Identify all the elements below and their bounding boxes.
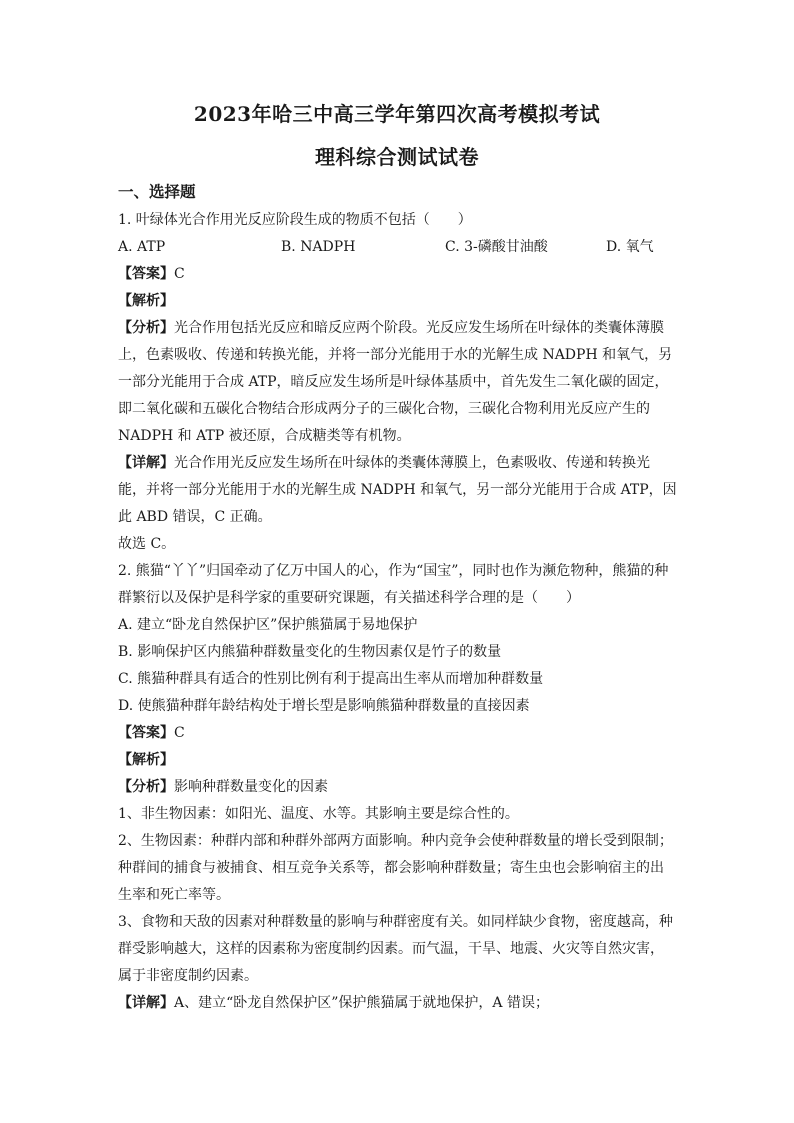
q2-answer-tag: 【答案】 — [118, 725, 174, 741]
q2-xiangjie-line-1 — [118, 990, 678, 1017]
q1-answer-value: C — [174, 266, 185, 282]
q1-xiangjie-tag: 【详解】 — [118, 455, 174, 471]
q2-fenxi-line-4: 生率和死亡率等。 — [118, 887, 230, 903]
q2-stem-line-1: 2. 熊猫“丫丫”归国牵动了亿万中国人的心，作为“国宝”，同时也作为濒危物种，熊猫的种 — [118, 563, 669, 579]
q2-stem-line-2: 群繁衍以及保护是科学家的重要研究课题，有关描述科学合理的是（ ） — [118, 590, 580, 606]
q2-analysis-tag: 【解析】 — [118, 752, 174, 768]
q2-fenxi-line-3: 种群间的捕食与被捕食、相互竞争关系等，都会影响种群数量；寄生虫也会影响宿主的出 — [118, 860, 664, 876]
q1-xiangjie-text-1: 光合作用光反应发生场所在叶绿体的类囊体薄膜上，色素吸收、传递和转换光 — [174, 455, 650, 471]
q1-fenxi-line-2: 上，色素吸收、传递和转换光能，并将一部分光能用于水的光解生成 NADPH 和氧气，另 — [118, 347, 673, 363]
q2-fenxi-line-5: 3、食物和天敌的因素对种群数量的影响与种群密度有关。如同样缺少食物，密度越高，种 — [118, 914, 673, 930]
q1-fenxi-line-1 — [118, 315, 678, 342]
q1-answer-tag: 【答案】 — [118, 266, 174, 282]
q2-option-d: D. 使熊猫种群年龄结构处于增长型是影响熊猫种群数量的直接因素 — [118, 698, 530, 714]
q2-fenxi-line-2: 2、生物因素：种群内部和种群外部两方面影响。种内竞争会使种群数量的增长受到限制； — [118, 833, 673, 849]
q1-xiangjie-line-3: 此 ABD 错误，C 正确。 — [118, 509, 272, 525]
q1-option-b: B. NADPH — [281, 239, 356, 255]
q1-fenxi-tag: 【分析】 — [118, 320, 174, 336]
q1-answer — [118, 261, 678, 288]
q2-fenxi-line-7: 属于非密度制约因素。 — [118, 968, 258, 984]
q1-conclusion: 故选 C。 — [118, 536, 176, 552]
q2-xiangjie-text-1: A、建立“卧龙自然保护区”保护熊猫属于就地保护，A 错误； — [174, 995, 549, 1011]
q1-fenxi-line-3: 一部分光能用于合成 ATP，暗反应发生场所是叶绿体基质中，首先发生二氧化碳的固定， — [118, 374, 669, 390]
q1-option-a: A. ATP — [118, 239, 166, 255]
exam-title: 2023年哈三中高三学年第四次高考模拟考试 — [193, 102, 601, 126]
q1-xiangjie-line-2: 能，并将一部分光能用于水的光解生成 NADPH 和氧气，另一部分光能用于合成 ATP，因 — [118, 482, 677, 498]
q2-fenxi-line-6: 群受影响越大，这样的因素称为密度制约因素。而气温，干旱、地震、火灾等自然灾害， — [118, 941, 664, 957]
q2-fenxi-line-1: 1、非生物因素：如阳光、温度、水等。其影响主要是综合性的。 — [118, 806, 519, 822]
q1-options — [118, 234, 678, 261]
q1-option-c: C. 3-磷酸甘油酸 — [445, 239, 548, 255]
exam-subtitle: 理科综合测试试卷 — [315, 145, 479, 169]
q2-xiangjie-tag: 【详解】 — [118, 995, 174, 1011]
section-heading: 一、选择题 — [118, 182, 196, 201]
q1-fenxi-line-5: NADPH 和 ATP 被还原，合成糖类等有机物。 — [118, 428, 411, 444]
q1-fenxi-text-1: 光合作用包括光反应和暗反应两个阶段。光反应发生场所在叶绿体的类囊体薄膜 — [174, 320, 664, 336]
q2-fenxi-tag: 【分析】 — [118, 779, 174, 795]
q2-option-a: A. 建立“卧龙自然保护区”保护熊猫属于易地保护 — [118, 617, 418, 633]
q2-answer — [118, 720, 678, 747]
q1-analysis-tag: 【解析】 — [118, 293, 174, 309]
exam-content — [118, 207, 678, 1017]
q2-option-b: B. 影响保护区内熊猫种群数量变化的生物因素仅是竹子的数量 — [118, 644, 502, 660]
q1-xiangjie-line-1 — [118, 450, 678, 477]
q2-fenxi-head-text: 影响种群数量变化的因素 — [174, 779, 328, 795]
q1-option-d: D. 氧气 — [606, 239, 654, 255]
q2-answer-value: C — [174, 725, 185, 741]
q1-stem: 1. 叶绿体光合作用光反应阶段生成的物质不包括（ ） — [118, 212, 472, 228]
q2-fenxi-head — [118, 774, 678, 801]
q1-fenxi-line-4: 即二氧化碳和五碳化合物结合形成两分子的三碳化合物，三碳化合物利用光反应产生的 — [118, 401, 650, 417]
q2-option-c: C. 熊猫种群具有适合的性别比例有利于提高出生率从而增加种群数量 — [118, 671, 544, 687]
